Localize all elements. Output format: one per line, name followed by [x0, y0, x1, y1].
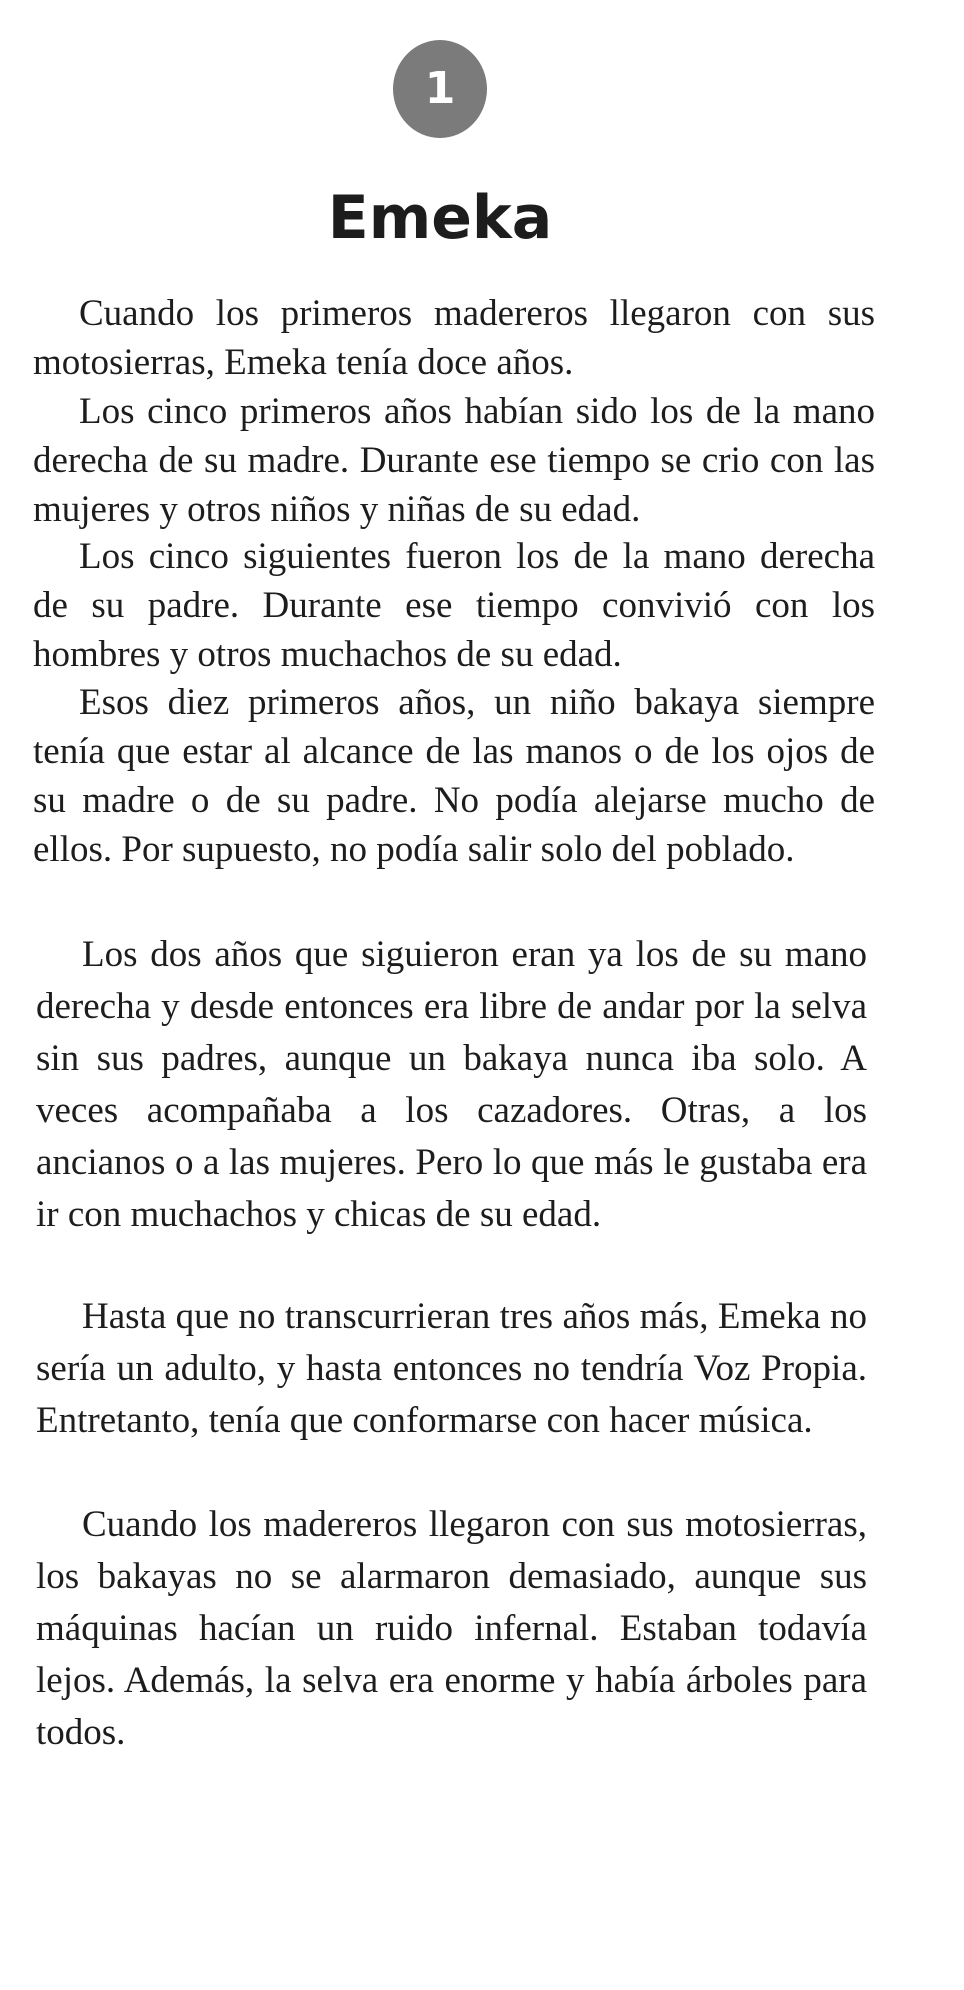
- paragraph-7: Cuando los madereros llegaron con sus motosierras, los bakayas no se alarmaron demasiado, aunque sus máquinas hacían un ruido infernal. Estaban todavía lejos. Además, la selva era enorme y había árboles para todos.: [36, 1504, 867, 1753]
- chapter-number: 1: [424, 63, 456, 114]
- chapter-number-badge: [393, 40, 487, 138]
- paragraph-5: Los dos años que siguieron eran ya los de su mano derecha y desde entonces era libre de andar por la selva sin sus padres, aunque un bakaya nunca iba solo. A veces acompañaba a los cazadores. Otras, a los ancianos o a las mujeres. Pero lo que más le gustaba era ir con muchachos y chicas de su edad.: [36, 934, 867, 1235]
- paragraph-1: Cuando los primeros madereros llegaron con sus motosierras, Emeka tenía doce años.: [33, 293, 875, 383]
- chapter-title: Emeka: [327, 183, 553, 253]
- paragraph-2: Los cinco primeros años habían sido los de la mano derecha de su madre. Durante ese tiempo se crio con las mujeres y otros niños y niñas de su edad.: [33, 391, 875, 530]
- paragraph-4: Esos diez primeros años, un niño bakaya siempre tenía que estar al alcance de las manos o de los ojos de su madre o de su padre. No podía alejarse mucho de ellos. Por supuesto, no podía salir solo del poblado.: [33, 682, 875, 870]
- paragraph-6: Hasta que no transcurrieran tres años más, Emeka no sería un adulto, y hasta entonces no tendría Voz Propia. Entretanto, tenía que conformarse con hacer música.: [36, 1296, 867, 1441]
- paragraph-3: Los cinco siguientes fueron los de la mano derecha de su padre. Durante ese tiempo convivió con los hombres y otros muchachos de su edad.: [33, 536, 875, 675]
